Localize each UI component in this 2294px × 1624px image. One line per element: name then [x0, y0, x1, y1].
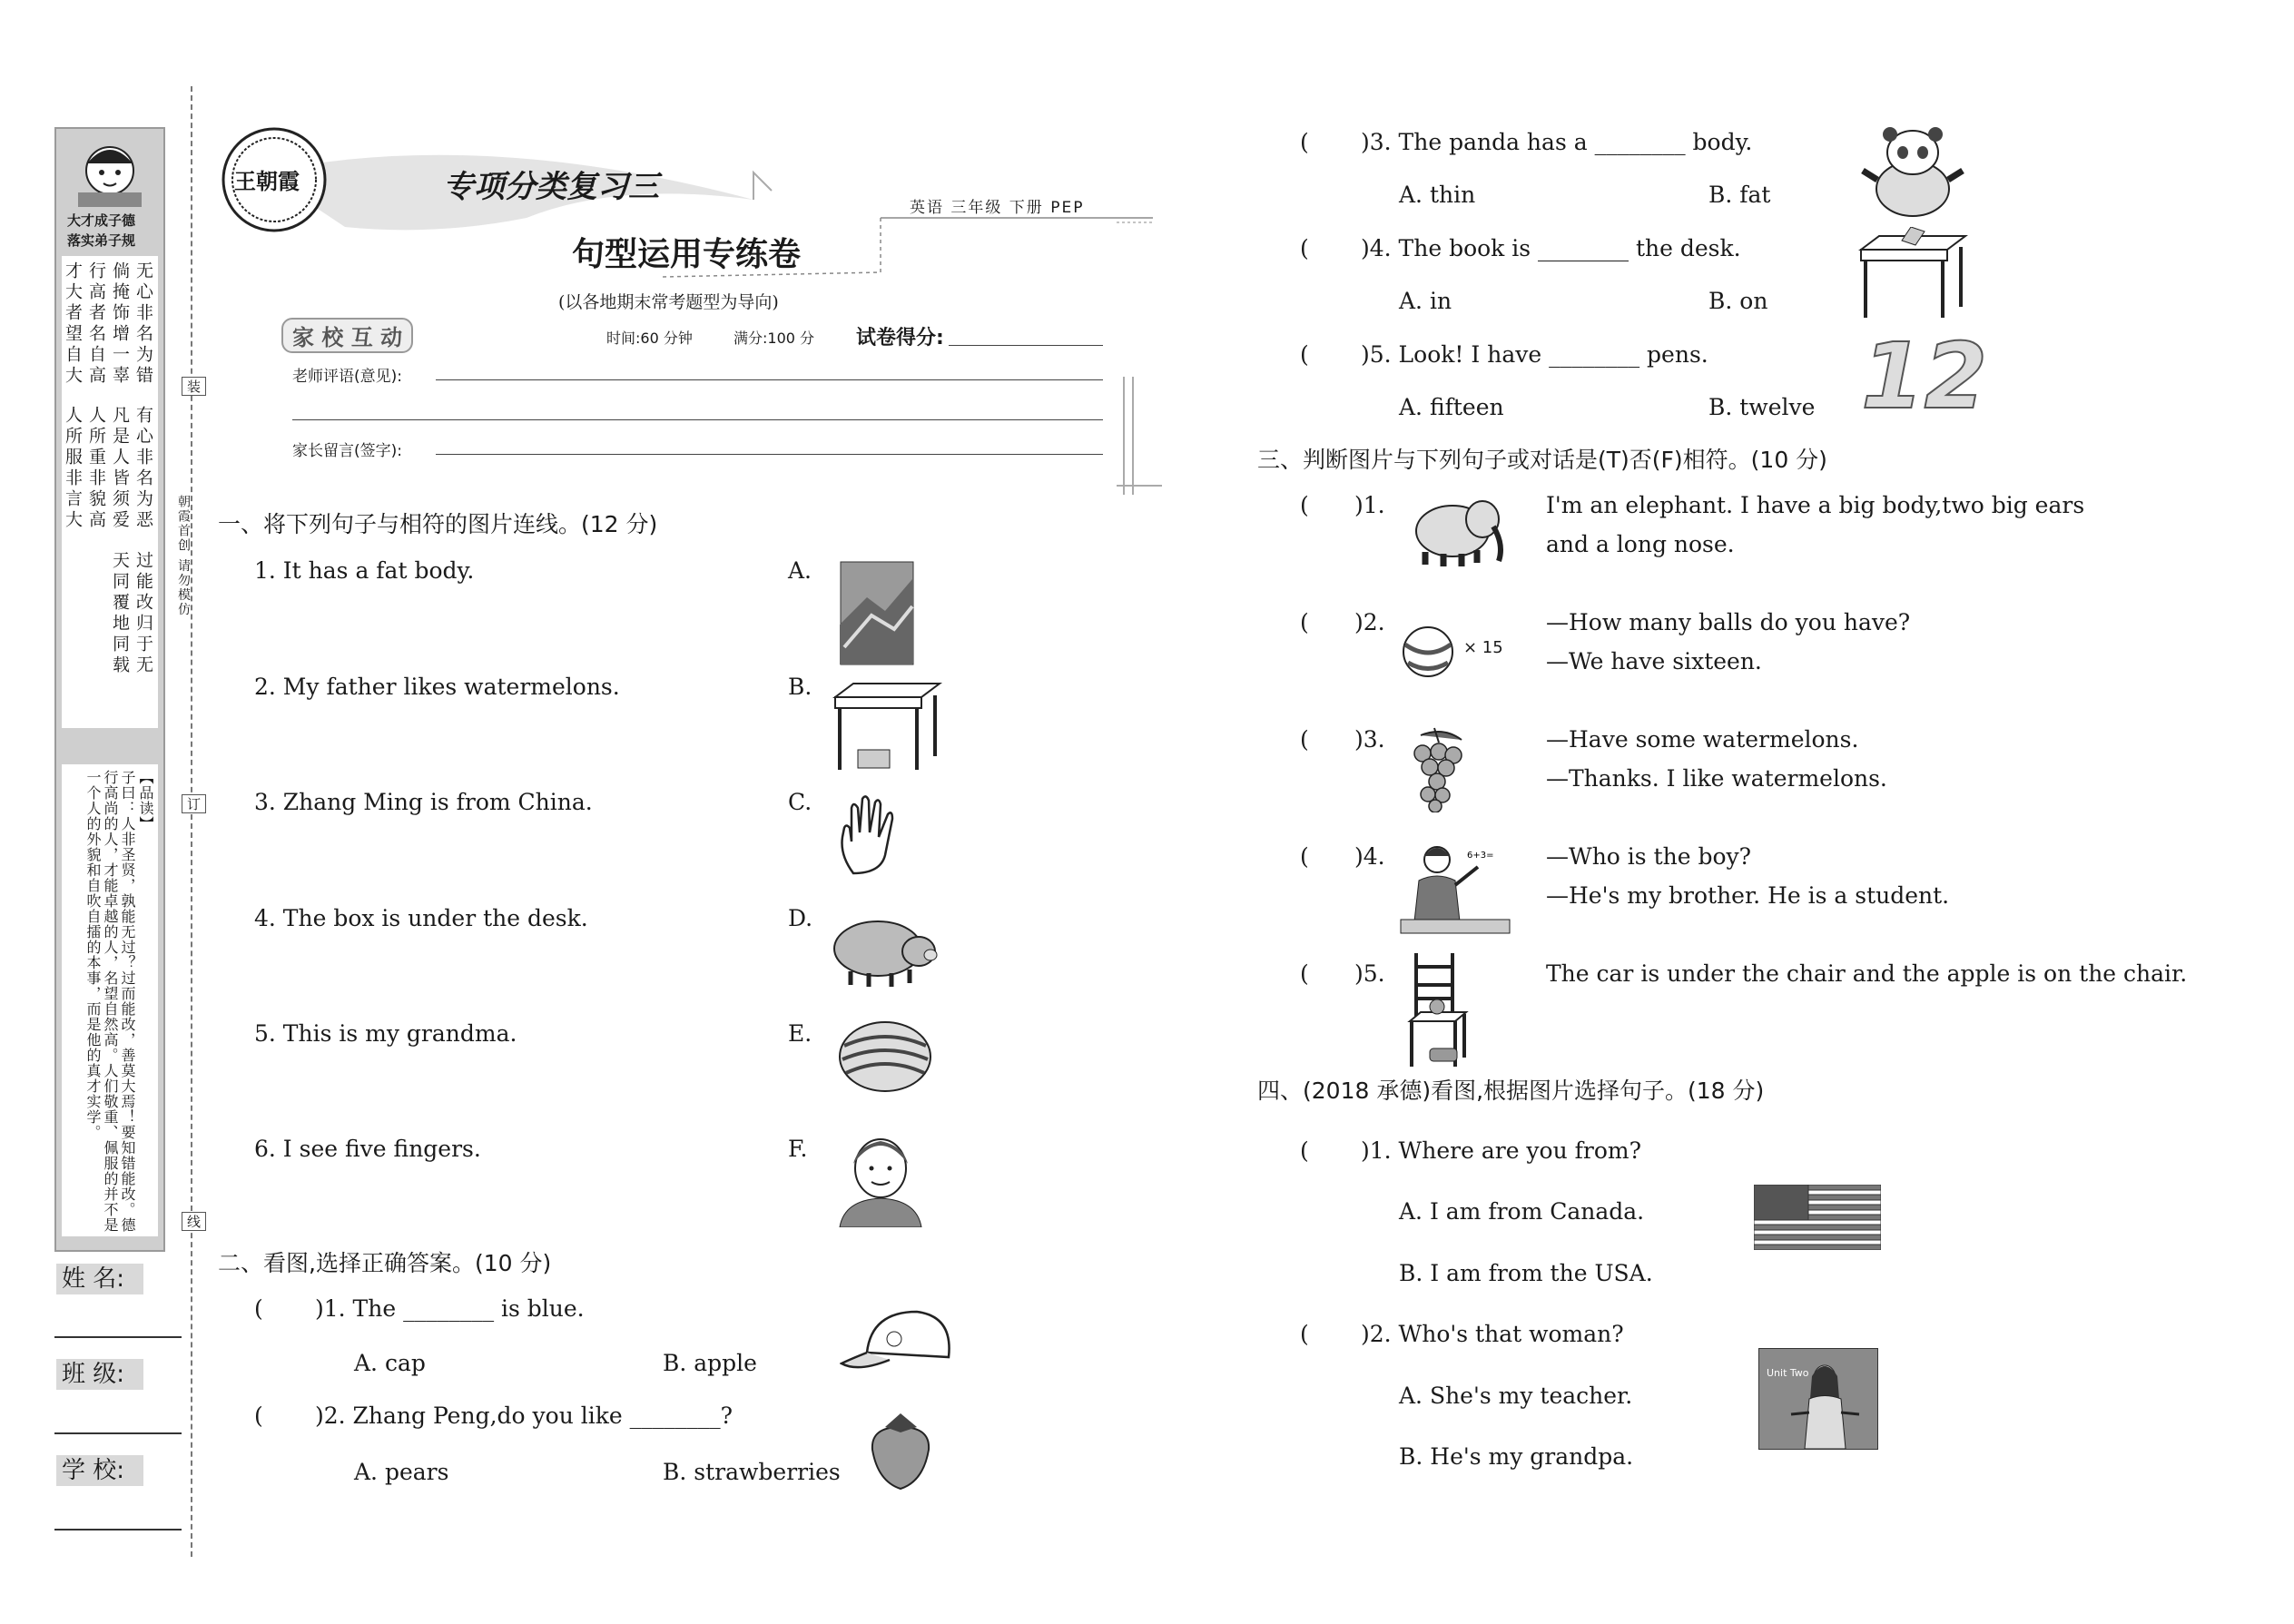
full-score: 满分:100 分 — [733, 330, 815, 347]
s2-q1-stem: )1. The ________ is blue. — [315, 1295, 585, 1322]
s1-sentence: 2. My father likes watermelons. — [254, 674, 620, 700]
s1-letter: E. — [788, 1020, 812, 1047]
s2-q3-option-a: A. thin — [1399, 182, 1476, 208]
s3-item-line: —How many balls do you have? — [1546, 609, 1911, 635]
s2-q5-option-b: B. twelve — [1708, 394, 1816, 420]
section3-title: 三、判断图片与下列句子或对话是(T)否(F)相符。(10 分) — [1257, 447, 1827, 473]
motto-top: 大才成子德 — [67, 212, 136, 229]
family-school-tag: 家 校 互 动 — [281, 318, 413, 353]
s3-item-num: )1. — [1354, 492, 1385, 518]
s4-q2-stem: )2. Who's that woman? — [1361, 1321, 1624, 1347]
s4-q1-option-a: A. I am from Canada. — [1399, 1198, 1645, 1225]
number-twelve-image: 12 — [1861, 323, 1988, 429]
ball-count-label: × 15 — [1463, 638, 1503, 657]
motto-column: 人所服非言大 — [63, 406, 83, 531]
answer-paren[interactable]: ( — [1300, 726, 1309, 753]
motto-column: 人所重非貌高 — [86, 406, 106, 531]
cap-icon — [840, 1307, 958, 1380]
s2-q2-option-b: B. strawberries — [663, 1459, 841, 1485]
exam-time: 时间:60 分钟 — [606, 330, 693, 347]
subtitle: (以各地期末常考题型为导向) — [558, 292, 779, 312]
s1-letter: C. — [788, 789, 812, 815]
motto-strip — [54, 127, 165, 1252]
answer-paren[interactable]: ( — [254, 1295, 263, 1322]
motto-column: 倘掩饰增一辜 — [110, 261, 130, 387]
s3-item-line: I'm an elephant. I have a big body,two big ears — [1546, 492, 2085, 518]
s1-letter: D. — [788, 905, 813, 931]
teacher-comment-label: 老师评语(意见): — [292, 368, 402, 386]
answer-paren[interactable]: ( — [1300, 843, 1309, 870]
teacher-woman-picture — [1758, 1348, 1878, 1450]
pindu-text: 子曰：人非圣贤，孰能无过？过而能改，善莫大焉！要知错能改。德行高尚的人，才能卓越的人，名望自然高。人们敬重、佩服的并不是一个人的外貌和自吹自擂的本事，而是他的真才实学。 — [84, 770, 136, 1233]
answer-paren[interactable]: ( — [1300, 492, 1309, 518]
school-label: 学 校: — [56, 1455, 143, 1486]
answer-paren[interactable]: ( — [1300, 235, 1309, 261]
s2-q1-option-b: B. apple — [663, 1350, 757, 1376]
motto-column: 凡是人皆须爱 — [110, 406, 130, 531]
motto-column: 过能改归于无 — [133, 551, 153, 676]
logo-text: 王朝霞 — [234, 168, 300, 194]
watermelon-icon — [835, 1019, 935, 1096]
motto-column: 无心非名为错 — [133, 261, 153, 387]
s2-q4-option-a: A. in — [1399, 288, 1452, 314]
desk-box-icon — [831, 679, 944, 774]
book-on-desk-icon — [1856, 227, 1970, 322]
s4-q2-option-a: A. She's my teacher. — [1399, 1383, 1633, 1409]
s3-item-num: )2. — [1354, 609, 1385, 635]
answer-paren[interactable]: ( — [1300, 341, 1309, 368]
usa-flag-icon — [1754, 1185, 1881, 1250]
motto-top-2: 落实弟子规 — [67, 232, 136, 249]
s1-sentence: 3. Zhang Ming is from China. — [254, 789, 593, 815]
s2-q1-option-a: A. cap — [354, 1350, 426, 1376]
svg-text:6+3=: 6+3= — [1467, 851, 1494, 861]
strawberry-icon — [867, 1409, 935, 1491]
panda-icon — [1861, 125, 1965, 221]
s1-sentence: 4. The box is under the desk. — [254, 905, 588, 931]
woman-icon — [1759, 1349, 1877, 1449]
s1-letter: A. — [788, 557, 812, 584]
section4-title: 四、(2018 承德)看图,根据图片选择句子。(18 分) — [1257, 1078, 1765, 1104]
class-label: 班 级: — [56, 1359, 143, 1390]
motto-column: 才大者望自大 — [63, 261, 83, 387]
motto-column: 行高者名自高 — [86, 261, 106, 387]
s3-item-num: )3. — [1354, 726, 1385, 753]
binding-mark: 装 — [182, 377, 206, 396]
great-wall-icon — [840, 561, 914, 665]
school-field[interactable] — [54, 1529, 182, 1530]
binding-line — [191, 86, 192, 1557]
s1-sentence: 5. This is my grandma. — [254, 1020, 517, 1047]
s2-q3-option-b: B. fat — [1708, 182, 1771, 208]
teacher-comment-field-2[interactable] — [292, 419, 1103, 420]
s1-sentence: 1. It has a fat body. — [254, 557, 475, 584]
parent-comment-label: 家长留言(签字): — [292, 442, 402, 460]
class-field[interactable] — [54, 1432, 182, 1434]
teacher-man-icon — [1396, 840, 1514, 940]
s2-q5-stem: )5. Look! I have ________ pens. — [1361, 341, 1708, 368]
s3-item-line: —Have some watermelons. — [1546, 726, 1859, 753]
answer-paren[interactable]: ( — [1300, 1137, 1309, 1164]
paper-title: 句型运用专练卷 — [572, 236, 802, 273]
ball-icon — [1401, 625, 1455, 679]
name-field[interactable] — [54, 1336, 182, 1338]
s2-q4-option-b: B. on — [1708, 288, 1768, 314]
board-text: Unit Two — [1767, 1367, 1809, 1379]
s2-q3-stem: )3. The panda has a ________ body. — [1361, 129, 1753, 155]
pig-icon — [828, 908, 941, 989]
s3-item-line: —Who is the boy? — [1546, 843, 1752, 870]
subject-tag: 英语 三年级 下册 PEP — [910, 199, 1085, 217]
s3-item-line: —Thanks. I like watermelons. — [1546, 765, 1887, 792]
s3-item-line: —He's my brother. He is a student. — [1546, 882, 1950, 909]
cartoon-scholar-icon — [69, 136, 151, 209]
s4-q1-stem: )1. Where are you from? — [1361, 1137, 1642, 1164]
s4-q2-option-b: B. He's my grandpa. — [1399, 1443, 1634, 1470]
motto-column: 天同覆地同载 — [110, 551, 130, 676]
binding-note: 朝霞首创 请勿模仿 — [176, 495, 191, 617]
answer-paren[interactable]: ( — [1300, 609, 1309, 635]
header-deco-lines — [1117, 377, 1162, 504]
s1-letter: B. — [788, 674, 812, 700]
elephant-icon — [1403, 490, 1507, 567]
teacher-comment-field[interactable] — [436, 379, 1103, 380]
pindu-box — [62, 764, 158, 1236]
s3-item-line: —We have sixteen. — [1546, 648, 1762, 674]
hand-icon — [835, 792, 903, 878]
parent-comment-field[interactable] — [436, 454, 1103, 455]
s3-item-num: )4. — [1354, 843, 1385, 870]
score-label: 试卷得分: — [856, 327, 944, 349]
answer-paren[interactable]: ( — [1300, 960, 1309, 987]
motto-box — [62, 256, 158, 728]
name-label: 姓 名: — [56, 1264, 143, 1294]
section2-title: 二、看图,选择正确答案。(10 分) — [218, 1250, 552, 1276]
pindu-label: 【品读】 — [137, 770, 154, 832]
s1-sentence: 6. I see five fingers. — [254, 1136, 481, 1162]
score-field[interactable] — [949, 345, 1103, 346]
answer-paren[interactable]: ( — [1300, 1321, 1309, 1347]
answer-paren[interactable]: ( — [1300, 129, 1309, 155]
answer-paren[interactable]: ( — [254, 1403, 263, 1429]
s3-item-num: )5. — [1354, 960, 1385, 987]
grandma-icon — [831, 1127, 930, 1227]
binding-mark: 订 — [182, 794, 206, 813]
binding-mark: 线 — [182, 1212, 206, 1231]
section1-title: 一、将下列句子与相符的图片连线。(12 分) — [218, 511, 658, 537]
s1-letter: F. — [788, 1136, 808, 1162]
s2-q4-stem: )4. The book is ________ the desk. — [1361, 235, 1741, 261]
s2-q2-stem: )2. Zhang Peng,do you like ________? — [315, 1403, 733, 1429]
chair-apple-car-icon — [1403, 949, 1475, 1071]
s3-item-line: The car is under the chair and the apple is on the chair. — [1546, 960, 2188, 987]
s3-item-line: and a long nose. — [1546, 531, 1735, 557]
motto-column: 有心非名为恶 — [133, 406, 153, 531]
s2-q2-option-a: A. pears — [354, 1459, 449, 1485]
series-title: 专项分类复习三 — [443, 169, 659, 205]
grapes-icon — [1403, 726, 1471, 812]
s4-q1-option-b: B. I am from the USA. — [1399, 1260, 1653, 1286]
s2-q5-option-a: A. fifteen — [1399, 394, 1504, 420]
